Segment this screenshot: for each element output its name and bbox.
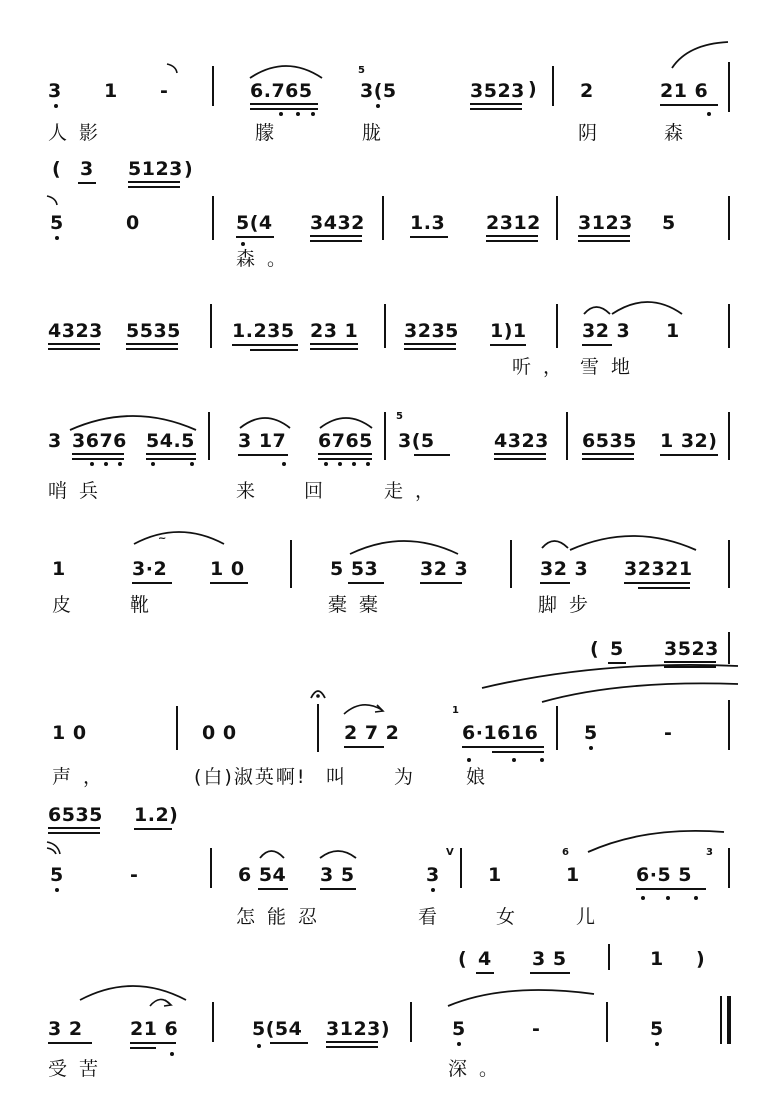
underline: [320, 888, 356, 890]
underline: [48, 827, 100, 834]
note-group: 3: [80, 158, 94, 180]
underline: [348, 582, 384, 584]
underline: [310, 235, 362, 242]
note-group: 5: [610, 638, 624, 660]
lyric: 阴: [578, 122, 610, 144]
note-group: -: [532, 1018, 541, 1040]
low-octave-dot: [338, 462, 342, 466]
underline: [126, 343, 178, 350]
note-group: 6535: [48, 804, 103, 826]
barline: [210, 304, 212, 348]
note-group: 4323: [494, 430, 549, 452]
note-group: 1: [104, 80, 118, 102]
lyric: 橐橐: [328, 594, 391, 616]
underline: [410, 236, 448, 238]
low-octave-dot: [366, 462, 370, 466]
lyric: 为: [394, 766, 426, 788]
underline: [72, 453, 124, 460]
low-octave-dot: [431, 888, 435, 892]
low-octave-dot: [457, 1042, 461, 1046]
lyric: 人影: [48, 122, 111, 144]
slur: [540, 682, 740, 706]
lyric: 雪地: [580, 356, 643, 378]
note-group: 3523: [470, 80, 525, 102]
low-octave-dot: [655, 1042, 659, 1046]
grace-note: 5: [396, 411, 403, 422]
note-group: -: [130, 864, 139, 886]
note-group: 3 5: [320, 864, 355, 886]
low-octave-dot: [324, 462, 328, 466]
barline: [208, 412, 210, 460]
underline: [146, 453, 196, 460]
ornament-mark: ~: [158, 533, 167, 544]
note-group: 1.3: [410, 212, 446, 234]
lyric: 回: [304, 480, 336, 502]
underline: [578, 235, 630, 242]
low-octave-dot: [55, 236, 59, 240]
note-group: 32321: [624, 558, 693, 580]
note-group: 6765: [318, 430, 373, 452]
note-group: 5: [50, 212, 64, 234]
underline: [250, 349, 298, 351]
barline: [728, 700, 730, 750]
low-octave-dot: [118, 462, 122, 466]
underline: [238, 454, 288, 456]
underline: [210, 582, 248, 584]
breath-mark: [166, 62, 180, 74]
lyric: 森。: [236, 248, 299, 270]
note-group: ): [696, 948, 706, 970]
low-octave-dot: [512, 758, 516, 762]
barline: [556, 706, 558, 750]
note-group: 4: [478, 948, 492, 970]
underline: [414, 454, 450, 456]
note-group: ): [528, 78, 538, 100]
low-octave-dot: [257, 1044, 261, 1048]
barline: [552, 66, 554, 106]
note-group: 6535: [582, 430, 637, 452]
note-group: 5: [50, 864, 64, 886]
lyric: 森: [664, 122, 696, 144]
underline: [490, 344, 526, 346]
underline: [48, 343, 100, 350]
slur: [248, 60, 324, 80]
underline: [232, 344, 298, 346]
grace-note: 3: [706, 847, 713, 858]
low-octave-dot: [707, 112, 711, 116]
barline: [410, 1002, 412, 1042]
turn-arrow: [342, 700, 386, 716]
note-group: 5(4: [236, 212, 273, 234]
low-octave-dot: [296, 112, 300, 116]
note-group: 5: [584, 722, 598, 744]
barline: [460, 848, 462, 888]
low-octave-dot: [694, 896, 698, 900]
note-group: 1.2): [134, 804, 179, 826]
low-octave-dot: [311, 112, 315, 116]
note-group: 1: [566, 864, 580, 886]
note-group: 3·2: [132, 558, 168, 580]
barline: [384, 412, 386, 460]
low-octave-dot: [666, 896, 670, 900]
slur: [540, 536, 570, 550]
note-group: 1 0: [210, 558, 245, 580]
lyric: 儿: [576, 906, 608, 928]
grace-note: 5: [358, 65, 365, 76]
low-octave-dot: [170, 1052, 174, 1056]
slur: [568, 530, 698, 552]
breath-mark: [46, 840, 64, 856]
underline: [582, 344, 612, 346]
note-group: 5 53: [330, 558, 379, 580]
underline: [530, 972, 570, 974]
lyric: 声，: [52, 766, 115, 788]
note-group: 21 6: [130, 1018, 179, 1040]
underline: [486, 235, 538, 242]
barline: [210, 848, 212, 888]
final-barline-thick: [727, 996, 731, 1044]
underline: [660, 454, 718, 456]
lyric: 走，: [384, 480, 447, 502]
underline: [318, 453, 372, 460]
note-group: 1.235: [232, 320, 295, 342]
low-octave-dot: [282, 462, 286, 466]
underline: [404, 343, 456, 350]
note-group: 5: [662, 212, 676, 234]
underline: [310, 343, 358, 350]
underline: [624, 582, 690, 584]
underline: [78, 182, 96, 184]
low-octave-dot: [352, 462, 356, 466]
underline: [48, 1042, 92, 1044]
barline: [728, 848, 730, 888]
note-group: 23 1: [310, 320, 359, 342]
barline: [566, 412, 568, 460]
note-group: 1 32): [660, 430, 718, 452]
note-group: 5: [650, 1018, 664, 1040]
note-group: 54.5: [146, 430, 195, 452]
final-barline-thin: [720, 996, 722, 1044]
breath-mark: V: [446, 847, 454, 858]
note-group: 32 3: [420, 558, 469, 580]
note-group: 32 3: [540, 558, 589, 580]
underline: [462, 746, 544, 748]
low-octave-dot: [241, 242, 245, 246]
low-octave-dot: [376, 104, 380, 108]
note-group: 3 5: [532, 948, 567, 970]
slur: [132, 526, 226, 546]
slur: [610, 296, 684, 316]
note-group: 3432: [310, 212, 365, 234]
barline: [728, 412, 730, 460]
low-octave-dot: [467, 758, 471, 762]
slur: [446, 986, 596, 1008]
slur: [348, 534, 460, 556]
barline: [510, 540, 512, 588]
barline: [728, 196, 730, 240]
note-group: 6·5 5: [636, 864, 692, 886]
lyric: 女: [496, 906, 528, 928]
note-group: ): [184, 158, 194, 180]
barline: [606, 1002, 608, 1042]
slur: [238, 412, 292, 430]
lyric: 朦: [255, 122, 287, 144]
note-group: 6·1616: [462, 722, 539, 744]
note-group: 2 7 2: [344, 722, 400, 744]
low-octave-dot: [540, 758, 544, 762]
low-octave-dot: [90, 462, 94, 466]
note-group: 2: [580, 80, 594, 102]
lyric: 皮: [52, 594, 84, 616]
lyric: 来: [236, 480, 268, 502]
note-group: (: [52, 158, 62, 180]
low-octave-dot: [55, 888, 59, 892]
lyric: 哨兵: [48, 480, 111, 502]
underline: [128, 181, 180, 188]
barline: [608, 944, 610, 970]
note-group: 2312: [486, 212, 541, 234]
barline: [384, 304, 386, 348]
underline: [236, 236, 274, 238]
underline: [132, 582, 172, 584]
lyric: 看: [418, 906, 450, 928]
note-group: 3235: [404, 320, 459, 342]
underline: [540, 582, 570, 584]
note-group: 5: [452, 1018, 466, 1040]
underline: [582, 453, 634, 460]
barline: [556, 196, 558, 240]
note-group: 6 54: [238, 864, 287, 886]
barline: [176, 706, 178, 750]
low-octave-dot: [151, 462, 155, 466]
note-group: (: [458, 948, 468, 970]
lyric: 怎能忍: [236, 906, 330, 928]
lyric: (白)淑英啊!: [194, 766, 307, 788]
barline: [290, 540, 292, 588]
slur: [258, 846, 286, 860]
note-group: 1)1: [490, 320, 527, 342]
note-group: 1: [650, 948, 664, 970]
note-group: 0: [126, 212, 140, 234]
underline: [636, 888, 706, 890]
note-group: 3: [48, 430, 62, 452]
breath-mark: [46, 194, 60, 206]
underline: [638, 587, 690, 589]
note-group: 5535: [126, 320, 181, 342]
note-group: 3 17: [238, 430, 287, 452]
note-group: 3 2: [48, 1018, 83, 1040]
barline: [728, 304, 730, 348]
note-group: 4323: [48, 320, 103, 342]
slur: [670, 40, 730, 70]
fermata-barline: [308, 686, 328, 754]
underline: [420, 582, 462, 584]
note-group: 1: [52, 558, 66, 580]
grace-note: 6: [562, 847, 569, 858]
note-group: 3: [426, 864, 440, 886]
underline: [250, 103, 318, 110]
lyric: 听，: [512, 356, 575, 378]
barline: [728, 540, 730, 588]
low-octave-dot: [589, 746, 593, 750]
low-octave-dot: [641, 896, 645, 900]
lyric: 叫: [326, 766, 358, 788]
underline: [130, 1042, 176, 1044]
barline: [556, 304, 558, 348]
grace-note: 1: [452, 705, 459, 716]
lyric: 脚步: [538, 594, 601, 616]
barline: [382, 196, 384, 240]
barline: [212, 66, 214, 106]
note-group: 3(5: [398, 430, 435, 452]
slur: [318, 846, 358, 860]
underline: [326, 1041, 378, 1048]
underline: [134, 828, 172, 830]
low-octave-dot: [190, 462, 194, 466]
note-group: 3: [48, 80, 62, 102]
note-group: 3523: [664, 638, 719, 660]
lyric: 娘: [466, 766, 498, 788]
note-group: 21 6: [660, 80, 709, 102]
note-group: 1: [488, 864, 502, 886]
note-group: -: [160, 80, 169, 102]
note-group: 0 0: [202, 722, 237, 744]
note-group: (: [590, 638, 600, 660]
note-group: 5(54: [252, 1018, 303, 1040]
note-group: 3(5: [360, 80, 397, 102]
low-octave-dot: [54, 104, 58, 108]
barline: [212, 1002, 214, 1042]
barline: [728, 62, 730, 112]
barline: [212, 196, 214, 240]
lyric: 受苦: [48, 1058, 111, 1080]
low-octave-dot: [279, 112, 283, 116]
underline: [660, 104, 718, 106]
note-group: -: [664, 722, 673, 744]
low-octave-dot: [104, 462, 108, 466]
slur: [318, 412, 374, 430]
note-group: 3676: [72, 430, 127, 452]
note-group: 3123): [326, 1018, 391, 1040]
underline: [492, 751, 544, 753]
underline: [470, 103, 522, 110]
turn-arrow: [148, 996, 174, 1008]
underline: [344, 746, 384, 748]
note-group: 3123: [578, 212, 633, 234]
slur: [582, 302, 612, 316]
note-group: 1: [666, 320, 680, 342]
barline: [728, 632, 730, 664]
lyric: 靴: [130, 594, 162, 616]
underline: [130, 1047, 156, 1049]
underline: [258, 888, 288, 890]
lyric: 深。: [448, 1058, 511, 1080]
slur: [68, 410, 198, 432]
note-group: 32 3: [582, 320, 631, 342]
note-group: 6.765: [250, 80, 313, 102]
underline: [476, 972, 494, 974]
lyric: 胧: [362, 122, 394, 144]
slur: [586, 830, 726, 854]
note-group: 1 0: [52, 722, 87, 744]
underline: [270, 1042, 308, 1044]
underline: [494, 453, 546, 460]
note-group: 5123: [128, 158, 183, 180]
